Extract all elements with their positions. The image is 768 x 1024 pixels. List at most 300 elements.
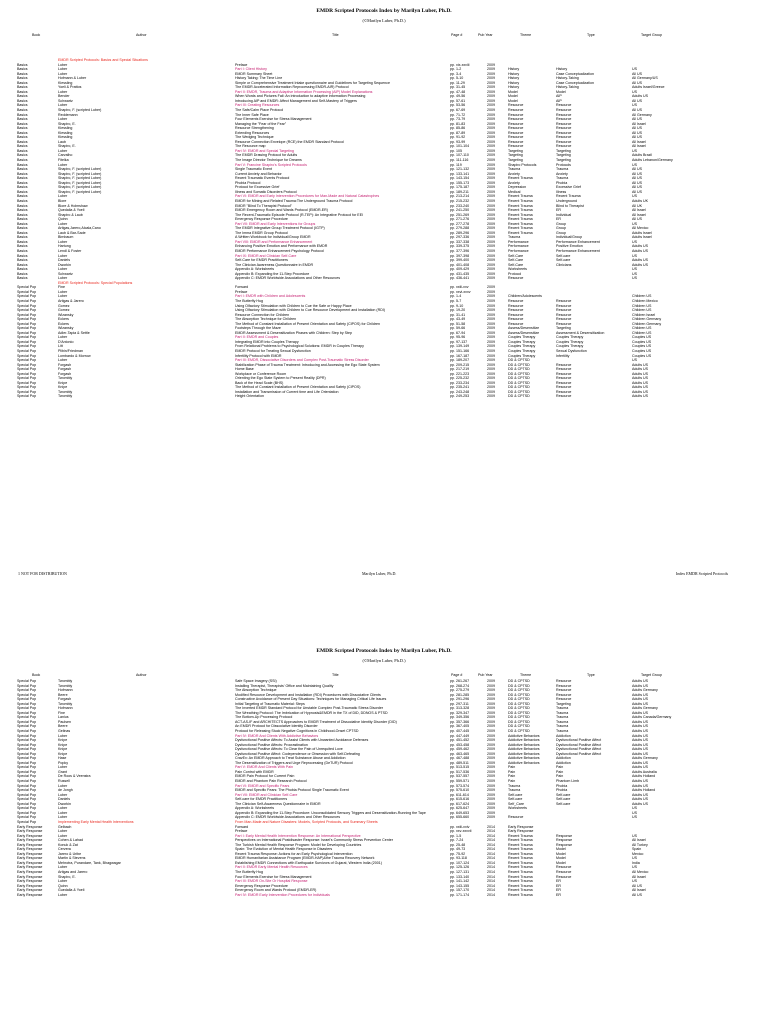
cell-type: Trauma xyxy=(556,167,569,172)
cell-year: 2009 xyxy=(487,148,495,153)
cell-target: Adults US xyxy=(632,747,648,752)
cell-title: The EMDR Accelerated Information Reprocessing EMDR-AIR) Protocol xyxy=(235,85,349,90)
cell-theme: Self-Care xyxy=(508,258,524,263)
cell-year: 2009 xyxy=(487,710,495,715)
cell-theme: Anxiety xyxy=(508,180,520,185)
cell-target: US xyxy=(632,358,637,363)
cell-theme: Recent Trauma xyxy=(508,221,533,226)
cell-theme: DD & CPTSD xyxy=(508,692,530,697)
cell-title: Infertility Protocol with EMDR xyxy=(235,353,282,358)
cell-author: Forgash xyxy=(58,367,72,372)
cell-author: Hartung xyxy=(58,244,71,249)
cell-type: Resource xyxy=(556,367,572,372)
cell-type: Couples Therapy xyxy=(556,335,584,340)
cell-theme: DD & CPTSD xyxy=(508,710,530,715)
cell-target: All UK xyxy=(632,203,642,208)
cell-title: History Taking: The Time Line xyxy=(235,76,283,81)
cell-author: Luber xyxy=(58,879,68,884)
cell-year: 2009 xyxy=(487,94,495,99)
cell-title: Preface xyxy=(235,289,248,294)
cell-author: Gomez xyxy=(58,303,70,308)
cell-page: pp. 95-96 xyxy=(450,335,466,340)
cell-book: Special Pop xyxy=(17,312,37,317)
cell-target: Children Germany xyxy=(632,321,662,326)
cell-type: History-Taking xyxy=(556,76,579,81)
cell-author: Hofmann xyxy=(58,706,73,711)
cell-author: Knipe xyxy=(58,738,68,743)
cell-book: Basics xyxy=(17,135,28,140)
cell-target: All Israel xyxy=(632,139,646,144)
cell-year: 2009 xyxy=(487,697,495,702)
cell-theme: Early Response xyxy=(508,824,534,829)
cell-title: Part IV: EMDR Early Intervention Procedures for Individuals xyxy=(235,892,330,897)
cell-type: Resource xyxy=(556,371,572,376)
cell-theme: Assess/Desensitize xyxy=(508,326,540,331)
cell-title: Spain: The Evolution of Mental Health Response in Disasters xyxy=(235,847,333,852)
cell-type: Targeting xyxy=(556,701,571,706)
cell-author: Hofmann & Luber xyxy=(58,76,87,81)
cell-book: Special Pop xyxy=(17,294,37,299)
cell-author: Beere xyxy=(58,692,68,697)
cell-book: Special Pop xyxy=(17,308,37,313)
cell-page: pp. 107-124 xyxy=(450,860,470,865)
cell-theme: Recent Trauma xyxy=(508,842,533,847)
cell-theme: Recent Trauma xyxy=(508,203,533,208)
cell-title: The Imma EMDR Group Protocol xyxy=(235,230,288,235)
cell-author: Twombly xyxy=(58,389,73,394)
cell-type: Resource xyxy=(556,321,572,326)
cell-author: Forgash xyxy=(58,371,72,376)
cell-theme: Performance xyxy=(508,244,529,249)
cell-title: Resource Connection for Children xyxy=(235,312,290,317)
cell-theme: Resource xyxy=(508,112,524,117)
cell-theme: DD & CPTSD xyxy=(508,394,530,399)
cell-title: Pain Control with EMDR xyxy=(235,769,274,774)
cell-target: Adults US xyxy=(632,679,648,683)
header-page: Page # xyxy=(451,33,463,37)
cell-book: Basics xyxy=(17,98,28,103)
cell-year: 2009 xyxy=(487,267,495,272)
cell-theme: Trauma xyxy=(508,788,521,793)
index-page-2 xyxy=(0,640,768,1024)
cell-title: Part II: EMDR and Couples xyxy=(235,335,279,340)
cell-page: pp. 121-132 xyxy=(450,167,470,172)
cell-year: 2009 xyxy=(487,774,495,779)
cell-author: Shapiro, F. (scripted Luber) xyxy=(58,185,102,190)
cell-title: Constructive Avoidance of Present Day Situations: Techniques for Managing Critical Life Issues xyxy=(235,697,387,702)
cell-author: Luber xyxy=(58,89,68,94)
cell-target: US xyxy=(632,806,637,811)
cell-page: pp. 559-571 xyxy=(450,779,470,784)
cell-target: Adults US xyxy=(632,719,648,724)
cell-type: Resource xyxy=(556,112,572,117)
cell-page: pp. 447-449 xyxy=(450,733,470,738)
cell-title: The Method of Constant Installation of Present Orientation and Safety (CIPOS) xyxy=(235,385,361,390)
cell-book: Special Pop xyxy=(17,701,37,706)
cell-type: Resource xyxy=(556,385,572,390)
cell-type: Self-care xyxy=(556,801,571,806)
footer-center: Marilyn Luber, Ph.D. xyxy=(362,571,397,576)
cell-target: All US xyxy=(632,71,642,76)
cell-book: Basics xyxy=(17,198,28,203)
cell-page: pp. 133-140 xyxy=(450,874,470,879)
cell-page: pp. 59-66 xyxy=(450,326,466,331)
cell-year: 2009 xyxy=(487,321,495,326)
cell-type: Resource xyxy=(556,108,572,113)
cell-page: pp. 151-166 xyxy=(450,349,470,353)
cell-author: Birnbaum xyxy=(58,235,74,240)
cell-type: Self-care xyxy=(556,797,571,802)
cell-year: 2009 xyxy=(487,349,495,353)
cell-page: pp. 649-653 xyxy=(450,810,470,815)
cell-theme: Couples Therapy xyxy=(508,349,536,353)
cell-theme: Trauma xyxy=(508,235,521,240)
cell-title: Preface xyxy=(235,62,248,67)
cell-type: Response xyxy=(556,842,573,847)
cell-year: 2009 xyxy=(487,679,495,683)
cell-year: 2009 xyxy=(487,239,495,244)
cell-title: Self-care for EMDR Practitioners xyxy=(235,797,288,802)
cell-author: Quinn xyxy=(58,883,68,888)
cell-book: Special Pop xyxy=(17,751,37,756)
cell-year: 2009 xyxy=(487,253,495,258)
cell-author: D'Antonio xyxy=(58,339,74,344)
cell-target: Adults US xyxy=(632,244,648,249)
cell-author: Luber xyxy=(58,62,68,67)
cell-type: Resource xyxy=(556,317,572,322)
cell-type: Targeting xyxy=(556,148,571,153)
cell-title: Part VI: EMDR and Early Intervention Procedures for Man-Made and Natural Catastrophes xyxy=(235,194,380,199)
cell-theme: Targeting xyxy=(508,158,523,163)
cell-year: 2009 xyxy=(487,765,495,770)
cell-title: Using Olfactory Stimulation with Children to Cue the Safe or Happy Place xyxy=(235,303,352,308)
cell-author: Wizansky xyxy=(58,312,74,317)
cell-book: Special Pop xyxy=(17,710,37,715)
cell-page: pp. 209-215 xyxy=(450,362,470,367)
cell-author: Forgash xyxy=(58,362,72,367)
cell-title: The Inner Safe Place xyxy=(235,112,269,117)
cell-author: Quedalia & Yoeli xyxy=(58,208,85,213)
cell-page: pp. 105 xyxy=(450,148,462,153)
cell-page: pp. 291-296 xyxy=(450,697,470,702)
cell-type: Pain xyxy=(556,774,564,779)
index-table xyxy=(0,679,768,897)
cell-year: 2009 xyxy=(487,285,495,290)
cell-target: US xyxy=(632,267,637,272)
cell-theme: Performance xyxy=(508,239,529,244)
cell-theme: Pain xyxy=(508,769,516,774)
cell-target: US xyxy=(632,271,637,276)
cell-book: Special Pop xyxy=(17,815,37,820)
cell-target: Adults US xyxy=(632,697,648,702)
cell-year: 2009 xyxy=(487,756,495,761)
cell-title: Part V: EMDR And Clients With Pain xyxy=(235,765,293,770)
cell-title: EMDR Pain Protocol for Current Pain xyxy=(235,774,295,779)
cell-theme: Self_Care xyxy=(508,801,524,806)
cell-author: Paulsen xyxy=(58,719,71,724)
cell-author: Luber xyxy=(58,815,68,820)
cell-book: Basics xyxy=(17,130,28,135)
cell-year: 2009 xyxy=(487,80,495,85)
cell-target: Adults US xyxy=(632,380,648,385)
cell-author: Daniels xyxy=(58,258,70,263)
document-subtitle: (©Marilyn Luber, Ph.D.) xyxy=(362,658,406,663)
cell-page: pp. 277-278 xyxy=(450,221,470,226)
cell-target: Children Germany xyxy=(632,317,662,322)
cell-year: 2009 xyxy=(487,810,495,815)
cell-author: Guedalla & Yoeli xyxy=(58,888,85,893)
cell-year: 2014 xyxy=(487,865,495,870)
cell-type: Model xyxy=(556,847,566,852)
cell-title: Forward xyxy=(235,824,249,829)
cell-book: Special Pop xyxy=(17,719,37,724)
cell-book: Special Pop xyxy=(17,362,37,367)
cell-author: Twombly xyxy=(58,376,73,381)
cell-title: Orienting the Ego State System to Present Reality (DPR) xyxy=(235,376,326,381)
cell-title: Part IV: EMDR And Clients With Addictive Behaviors xyxy=(235,733,319,738)
cell-author: Fitelka xyxy=(58,158,69,163)
cell-year: 2014 xyxy=(487,829,495,834)
cell-author: Konuk & Zat xyxy=(58,842,78,847)
cell-page: pp. 313-328 xyxy=(450,706,470,711)
cell-type: Resource xyxy=(556,312,572,317)
cell-title: When Words and Pictures Fail: An introduction to adaptive information Processing xyxy=(235,94,366,99)
cell-page: pp. 279-288 xyxy=(450,226,470,231)
cell-author: Gelbach xyxy=(58,824,72,829)
cell-author: Hase xyxy=(58,756,67,761)
cell-page: pp. 407-445 xyxy=(450,729,470,734)
cell-target: Adults US xyxy=(632,729,648,734)
cell-book: Special Pop xyxy=(17,779,37,784)
cell-target: Adults UK xyxy=(632,198,648,203)
cell-year: 2009 xyxy=(487,688,495,693)
cell-theme: Resource xyxy=(508,108,524,113)
cell-year: 2009 xyxy=(487,815,495,820)
cell-type: Pain xyxy=(556,769,564,774)
cell-year: 2009 xyxy=(487,194,495,199)
cell-page: pp. 271-276 xyxy=(450,217,470,222)
cell-type: History xyxy=(556,67,568,72)
cell-title: The EMDR Integrative Group Treatment Protocol (IGTP) xyxy=(235,226,325,231)
cell-type: Illness xyxy=(556,189,567,194)
cell-type: Pain xyxy=(556,765,564,770)
cell-theme: Resource xyxy=(508,126,524,131)
cell-title: The Butterfly Hug xyxy=(235,869,263,874)
document-title: EMDR Scripted Protocols Index by Marilyn Luber, Ph.D. xyxy=(316,648,452,654)
cell-title: Dysfunctional Positive Affects: To Assist Clients with Unwanted Avoidance Defenses xyxy=(235,738,369,743)
cell-book: Special Pop xyxy=(17,692,37,697)
cell-title: Emergency Response Procedure xyxy=(235,217,288,222)
cell-target: All US xyxy=(632,892,642,897)
cell-author: Kiessling xyxy=(58,80,73,85)
cell-author: Twombly xyxy=(58,683,73,688)
cell-author: Lanius xyxy=(58,715,69,720)
cell-theme: Recent Trauma xyxy=(508,217,533,222)
cell-book: Basics xyxy=(17,139,28,144)
cell-author: Luber xyxy=(58,162,68,167)
cell-author: Gelinas xyxy=(58,729,71,734)
cell-author: Luber xyxy=(58,148,68,153)
cell-year: 2009 xyxy=(487,706,495,711)
cell-book: Special Pop xyxy=(17,810,37,815)
cell-page: pp. 67-69 xyxy=(450,108,466,113)
header-title: Title xyxy=(332,33,339,37)
cell-author: de Jongh xyxy=(58,788,73,793)
cell-type: Resource xyxy=(556,679,572,683)
cell-book: Special Pop xyxy=(17,688,37,693)
cell-target: All US xyxy=(632,80,642,85)
cell-book: Special Pop xyxy=(17,769,37,774)
cell-target: All Turkey xyxy=(632,842,648,847)
cell-year: 2009 xyxy=(487,162,495,167)
cell-year: 2009 xyxy=(487,385,495,390)
cell-book: Special Pop xyxy=(17,326,37,331)
cell-theme: History xyxy=(508,85,520,90)
cell-type: Couples Therapy xyxy=(556,339,584,344)
cell-page: pp. 167-187 xyxy=(450,353,470,358)
cell-title: EMDR Assessment & Desensitization Phases with Children: Step by Step xyxy=(235,330,353,335)
cell-page: pp. xxvi-xxxv xyxy=(450,289,471,294)
cell-year: 2014 xyxy=(487,842,495,847)
cell-author: Kiessling xyxy=(58,130,73,135)
cell-type: ER xyxy=(556,879,561,884)
cell-year: 2009 xyxy=(487,98,495,103)
cell-title: Four Elements Exercise for Stress Management xyxy=(235,874,312,879)
cell-page: pp. 81-83 xyxy=(450,121,466,126)
cell-theme: Depression xyxy=(508,185,527,190)
header-year: Pub Year xyxy=(478,33,493,37)
cell-theme: Assess/Desensitize xyxy=(508,330,540,335)
cell-author: Beere xyxy=(58,724,68,729)
cell-title: EMDR Protocol for Treating Sexual Dysfunction xyxy=(235,349,311,353)
cell-title: Protocol for Releasing Stuck Negative Cognitions in Childhood-Onset CPTSD xyxy=(235,729,359,734)
cell-target: All US xyxy=(632,167,642,172)
cell-title: EMDR Humanitarian Assistance Program (EMDR-HAP)&the Trauma Recovery Network xyxy=(235,856,375,861)
cell-author: Schwartz xyxy=(58,271,73,276)
cell-author: Artigas & Jarero xyxy=(58,298,84,303)
cell-title: Footsteps Through the Maze xyxy=(235,326,281,331)
cell-page: pp. 49-56 xyxy=(450,94,466,99)
cell-title: Single Traumatic Event xyxy=(235,167,272,172)
cell-target: All Mexico xyxy=(632,226,649,231)
cell-author: Twombly xyxy=(58,701,73,706)
cell-theme: Recent Trauma xyxy=(508,856,533,861)
cell-type: Group xyxy=(556,230,566,235)
cell-type: Self-care xyxy=(556,258,571,263)
cell-book: Early Response xyxy=(17,879,43,884)
cell-book: Basics xyxy=(17,103,28,108)
cell-author: Litt xyxy=(58,344,63,349)
cell-author: Shapiro, F. (scripted Luber) xyxy=(58,171,102,176)
cell-type: Response xyxy=(556,838,573,843)
cell-year: 2009 xyxy=(487,144,495,149)
cell-type: Resource xyxy=(556,869,572,874)
cell-book: Special Pop xyxy=(17,697,37,702)
cell-book: Special Pop xyxy=(17,344,37,349)
cell-year: 2009 xyxy=(487,362,495,367)
cell-page: pp. 47-48 xyxy=(450,89,466,94)
cell-target: US xyxy=(632,221,637,226)
cell-title: Establishing EMDR Connections with Earthquake Survivors of Gujarat, Western India (2001) xyxy=(235,860,382,865)
cell-year: 2009 xyxy=(487,376,495,381)
cell-book: Early Response xyxy=(17,851,43,856)
cell-title: Part III: EMDR On-Site Or Hospital Response xyxy=(235,879,308,884)
cell-year: 2009 xyxy=(487,230,495,235)
cell-type: Group xyxy=(556,221,566,226)
header-theme: Theme xyxy=(520,33,532,37)
cell-theme: DD & CPTSD xyxy=(508,697,530,702)
cell-target: All Israel xyxy=(632,208,646,213)
cell-author: Plibin/Friedman xyxy=(58,349,83,353)
cell-target: All US xyxy=(632,883,642,888)
header-page: Page # xyxy=(451,673,463,677)
cell-target: All US xyxy=(632,189,642,194)
cell-type: Positive Emotion xyxy=(556,244,583,249)
cell-year: 2009 xyxy=(487,779,495,784)
cell-author: Luber xyxy=(58,733,68,738)
cell-book: Basics xyxy=(17,89,28,94)
cell-type: Model xyxy=(556,860,566,865)
cell-theme: Addictive Behaviors xyxy=(508,738,540,743)
cell-page: pp. 289-296 xyxy=(450,230,470,235)
cell-type: Targeting xyxy=(556,153,571,158)
cell-year: 2009 xyxy=(487,121,495,126)
cell-title: Four Elements Exercise for Stress Management xyxy=(235,117,312,122)
cell-target: Children Mexico xyxy=(632,298,658,303)
cell-author: Kiessling xyxy=(58,126,73,131)
cell-theme: DD & CPTSD xyxy=(508,701,530,706)
cell-book: Special Pop xyxy=(17,765,37,770)
cell-title: Enhancing Positive Emotion and Performance with EMDR xyxy=(235,244,328,249)
cell-theme: DD & CPTSD xyxy=(508,715,530,720)
cell-page: pp. 401-408 xyxy=(450,262,470,267)
cell-type: Trauma xyxy=(556,724,569,729)
cell-year: 2009 xyxy=(487,760,495,765)
cell-page: pp. 431-435 xyxy=(450,271,470,276)
cell-title: Perspectives on International Postdisaster Response: Israel's Community Stress Prevention Center xyxy=(235,838,393,843)
cell-author: Forgash xyxy=(58,697,72,702)
cell-title: Recent Trauma Response: Actions for an Early Psychological Intervention xyxy=(235,851,353,856)
cell-book: Basics xyxy=(17,244,28,249)
cell-page: pp. 297-336 xyxy=(450,235,470,240)
cell-theme: DD & CPTSD xyxy=(508,679,530,683)
cell-title: EMDR and Specific Fears: The Phobia Protocol Single Traumatic Event xyxy=(235,788,349,793)
cell-author: Russell xyxy=(58,779,70,784)
cell-page: pp. 3-4 xyxy=(450,71,462,76)
cell-year: 2009 xyxy=(487,103,495,108)
cell-theme: Resource xyxy=(508,308,524,313)
cell-type: Resource xyxy=(556,865,572,870)
cell-year: 2009 xyxy=(487,171,495,176)
cell-theme: Recent Trauma xyxy=(508,838,533,843)
cell-title: Extending Resources xyxy=(235,130,270,135)
cell-theme: DD & CPTSD xyxy=(508,385,530,390)
cell-book: Special Pop xyxy=(17,376,37,381)
index-table xyxy=(0,58,768,399)
cell-theme: Protocol xyxy=(508,271,522,276)
cell-theme: Recent Trauma xyxy=(508,208,533,213)
cell-type: Resource xyxy=(556,130,572,135)
cell-type: Clinicians xyxy=(556,262,572,267)
header-year: Pub Year xyxy=(478,673,493,677)
cell-book: Basics xyxy=(17,167,28,172)
cell-page: pp. 451-452 xyxy=(450,738,470,743)
cell-title: The Resource map xyxy=(235,144,266,149)
cell-theme: Recent Trauma xyxy=(508,892,533,897)
header-type: Type xyxy=(587,673,595,677)
cell-theme: Addictive Behaviors xyxy=(508,760,540,765)
cell-author: Luber xyxy=(58,67,68,72)
